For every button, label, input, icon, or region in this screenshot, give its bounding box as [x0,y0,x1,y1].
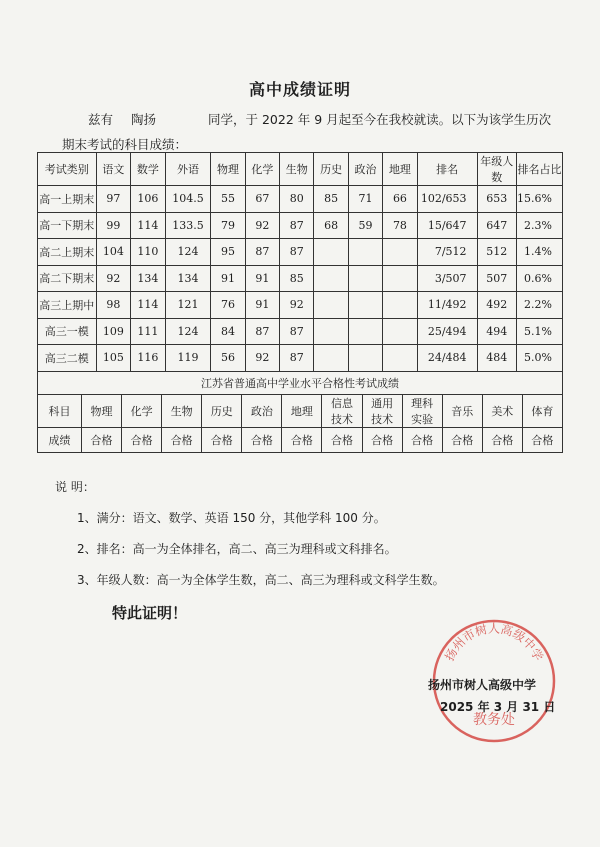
scores-cell: 67 [245,186,279,213]
scores-cell: 484 [477,345,516,372]
scores-cell: 高二上期末 [38,239,97,266]
scores-cell [314,265,348,292]
intro-line-2: 期末考试的科目成绩： [62,137,188,152]
note-item: 1、满分：语文、数学、英语 150 分，其他学科 100 分。 [77,511,386,525]
scores-cell: 85 [314,186,348,213]
scores-header-cell: 历史 [314,153,348,186]
scores-cell: 5.0% [516,345,562,372]
scores-cell [314,345,348,372]
scores-cell: 105 [96,345,131,372]
scores-header-cell: 考试类别 [38,153,97,186]
scores-cell: 高二下期末 [38,265,97,292]
scores-cell [348,239,382,266]
signature-date: 2025 年 3 月 31 日 [440,700,556,714]
scores-cell: 15/647 [417,212,477,239]
seal-school-path: 扬州市树人高级中学 [442,621,546,664]
scores-cell: 66 [383,186,417,213]
scores-cell [348,318,382,345]
scores-cell: 647 [477,212,516,239]
proficiency-result-cell: 合格 [362,428,402,453]
scores-cell: 84 [211,318,245,345]
scores-cell [348,265,382,292]
scores-cell: 87 [245,318,279,345]
scores-cell: 492 [477,292,516,319]
scores-cell: 68 [314,212,348,239]
proficiency-result-cell: 合格 [282,428,322,453]
scores-cell: 2.2% [516,292,562,319]
scores-cell: 124 [165,239,211,266]
notes-title: 说 明： [55,480,95,494]
scores-header-cell: 排名占比 [516,153,562,186]
seal-dept-text: 教务处 [473,712,515,728]
student-name: 陶扬 [131,112,157,127]
proficiency-header-cell: 信息 技术 [322,395,362,428]
scores-cell: 133.5 [165,212,211,239]
scores-cell: 134 [165,265,211,292]
proficiency-result-cell: 合格 [322,428,362,453]
scores-cell [383,318,417,345]
scores-cell: 87 [280,212,314,239]
scores-cell: 119 [165,345,211,372]
scores-cell [383,292,417,319]
proficiency-result-cell: 合格 [402,428,442,453]
proficiency-header-cell: 美术 [482,395,522,428]
scores-cell: 98 [96,292,131,319]
proficiency-result-cell: 成绩 [38,428,82,453]
scores-cell [314,292,348,319]
seal-school-text [441,621,545,663]
scores-cell: 110 [131,239,166,266]
scores-header-cell: 外语 [165,153,211,186]
scores-cell: 高三一模 [38,318,97,345]
proficiency-result-cell: 合格 [82,428,122,453]
scores-row [38,212,563,239]
scores-cell: 78 [383,212,417,239]
scores-cell: 494 [477,318,516,345]
scores-cell: 高三二模 [38,345,97,372]
note-item: 2、排名：高一为全体排名，高二、高三为理科或文科排名。 [77,542,397,556]
proficiency-header-cell: 音乐 [442,395,482,428]
proficiency-header-cell: 政治 [242,395,282,428]
proficiency-result-cell: 合格 [442,428,482,453]
proficiency-header-cell: 体育 [522,395,562,428]
closing-statement: 特此证明！ [112,604,188,622]
scores-header-cell: 政治 [348,153,382,186]
scores-cell: 87 [280,345,314,372]
proficiency-header-cell: 科目 [38,395,82,428]
scores-cell: 507 [477,265,516,292]
scores-header-cell: 化学 [245,153,279,186]
scores-header-cell: 物理 [211,153,245,186]
scores-cell: 124 [165,318,211,345]
proficiency-result-cell: 合格 [122,428,162,453]
scores-cell [383,239,417,266]
proficiency-result-row [38,428,563,453]
scores-cell: 91 [245,292,279,319]
scores-cell: 3/507 [417,265,477,292]
scores-cell: 76 [211,292,245,319]
scores-cell: 92 [96,265,131,292]
scores-table [37,152,563,372]
proficiency-header-cell: 地理 [282,395,322,428]
scores-cell: 104 [96,239,131,266]
proficiency-header-cell: 生物 [162,395,202,428]
scores-row [38,239,563,266]
scores-header-cell: 排名 [417,153,477,186]
scores-cell: 25/494 [417,318,477,345]
intro-prefix: 兹有 [88,112,114,127]
proficiency-header-cell: 物理 [82,395,122,428]
scores-cell: 80 [280,186,314,213]
scores-cell: 104.5 [165,186,211,213]
scores-cell: 114 [131,292,166,319]
scores-cell: 79 [211,212,245,239]
scores-cell: 92 [245,345,279,372]
scores-cell: 59 [348,212,382,239]
proficiency-header-cell: 理科 实验 [402,395,442,428]
scores-cell [348,345,382,372]
scores-cell: 92 [245,212,279,239]
scores-cell: 0.6% [516,265,562,292]
proficiency-result-cell: 合格 [242,428,282,453]
scores-cell: 85 [280,265,314,292]
scores-cell: 653 [477,186,516,213]
scores-cell: 15.6% [516,186,562,213]
proficiency-result-cell: 合格 [162,428,202,453]
scores-header-cell: 数学 [131,153,166,186]
scores-cell: 114 [131,212,166,239]
scores-cell: 2.3% [516,212,562,239]
scores-header-cell: 年级人数 [477,153,516,186]
intro-text: 同学，于 2022 年 9 月起至今在我校就读。以下为该学生历次 [208,112,552,127]
scores-cell: 512 [477,239,516,266]
scores-header-row [38,153,563,186]
signature-school: 扬州市树人高级中学 [428,678,537,692]
scores-header-cell: 生物 [280,153,314,186]
scores-cell: 92 [280,292,314,319]
scores-row [38,318,563,345]
scores-row [38,345,563,372]
scores-cell: 97 [96,186,131,213]
scores-cell: 1.4% [516,239,562,266]
proficiency-header-cell: 通用 技术 [362,395,402,428]
scores-cell [383,345,417,372]
scores-cell: 87 [280,318,314,345]
scores-cell: 5.1% [516,318,562,345]
scores-cell: 11/492 [417,292,477,319]
proficiency-header-cell: 化学 [122,395,162,428]
scores-cell: 91 [245,265,279,292]
scores-cell: 56 [211,345,245,372]
scores-cell: 55 [211,186,245,213]
scores-row [38,292,563,319]
scores-cell: 102/653 [417,186,477,213]
scores-cell: 71 [348,186,382,213]
scores-cell: 高一上期末 [38,186,97,213]
scores-row [38,265,563,292]
scores-cell: 116 [131,345,166,372]
scores-cell: 24/484 [417,345,477,372]
scores-cell [314,239,348,266]
scores-cell: 106 [131,186,166,213]
proficiency-header-row [38,395,563,428]
proficiency-result-cell: 合格 [202,428,242,453]
scores-header-cell: 地理 [383,153,417,186]
proficiency-result-cell: 合格 [522,428,562,453]
scores-cell: 134 [131,265,166,292]
scores-cell: 95 [211,239,245,266]
proficiency-result-cell: 合格 [482,428,522,453]
scores-cell: 99 [96,212,131,239]
note-item: 3、年级人数：高一为全体学生数，高二、高三为理科或文科学生数。 [77,573,445,587]
scores-cell: 111 [131,318,166,345]
proficiency-header-cell: 历史 [202,395,242,428]
scores-cell: 7/512 [417,239,477,266]
proficiency-table [37,371,563,453]
scores-cell: 109 [96,318,131,345]
scores-cell: 87 [245,239,279,266]
notes-section [55,478,445,602]
scores-cell [348,292,382,319]
scores-cell: 87 [280,239,314,266]
scores-cell: 高一下期末 [38,212,97,239]
scores-cell [383,265,417,292]
document-title: 高中成绩证明 [248,80,351,99]
scores-row [38,186,563,213]
scores-cell: 91 [211,265,245,292]
scores-header-cell: 语文 [96,153,131,186]
proficiency-caption: 江苏省普通高中学业水平合格性考试成绩 [38,372,563,395]
scores-cell [314,318,348,345]
scores-cell: 121 [165,292,211,319]
intro-line [88,110,551,128]
scores-cell: 高三上期中 [38,292,97,319]
